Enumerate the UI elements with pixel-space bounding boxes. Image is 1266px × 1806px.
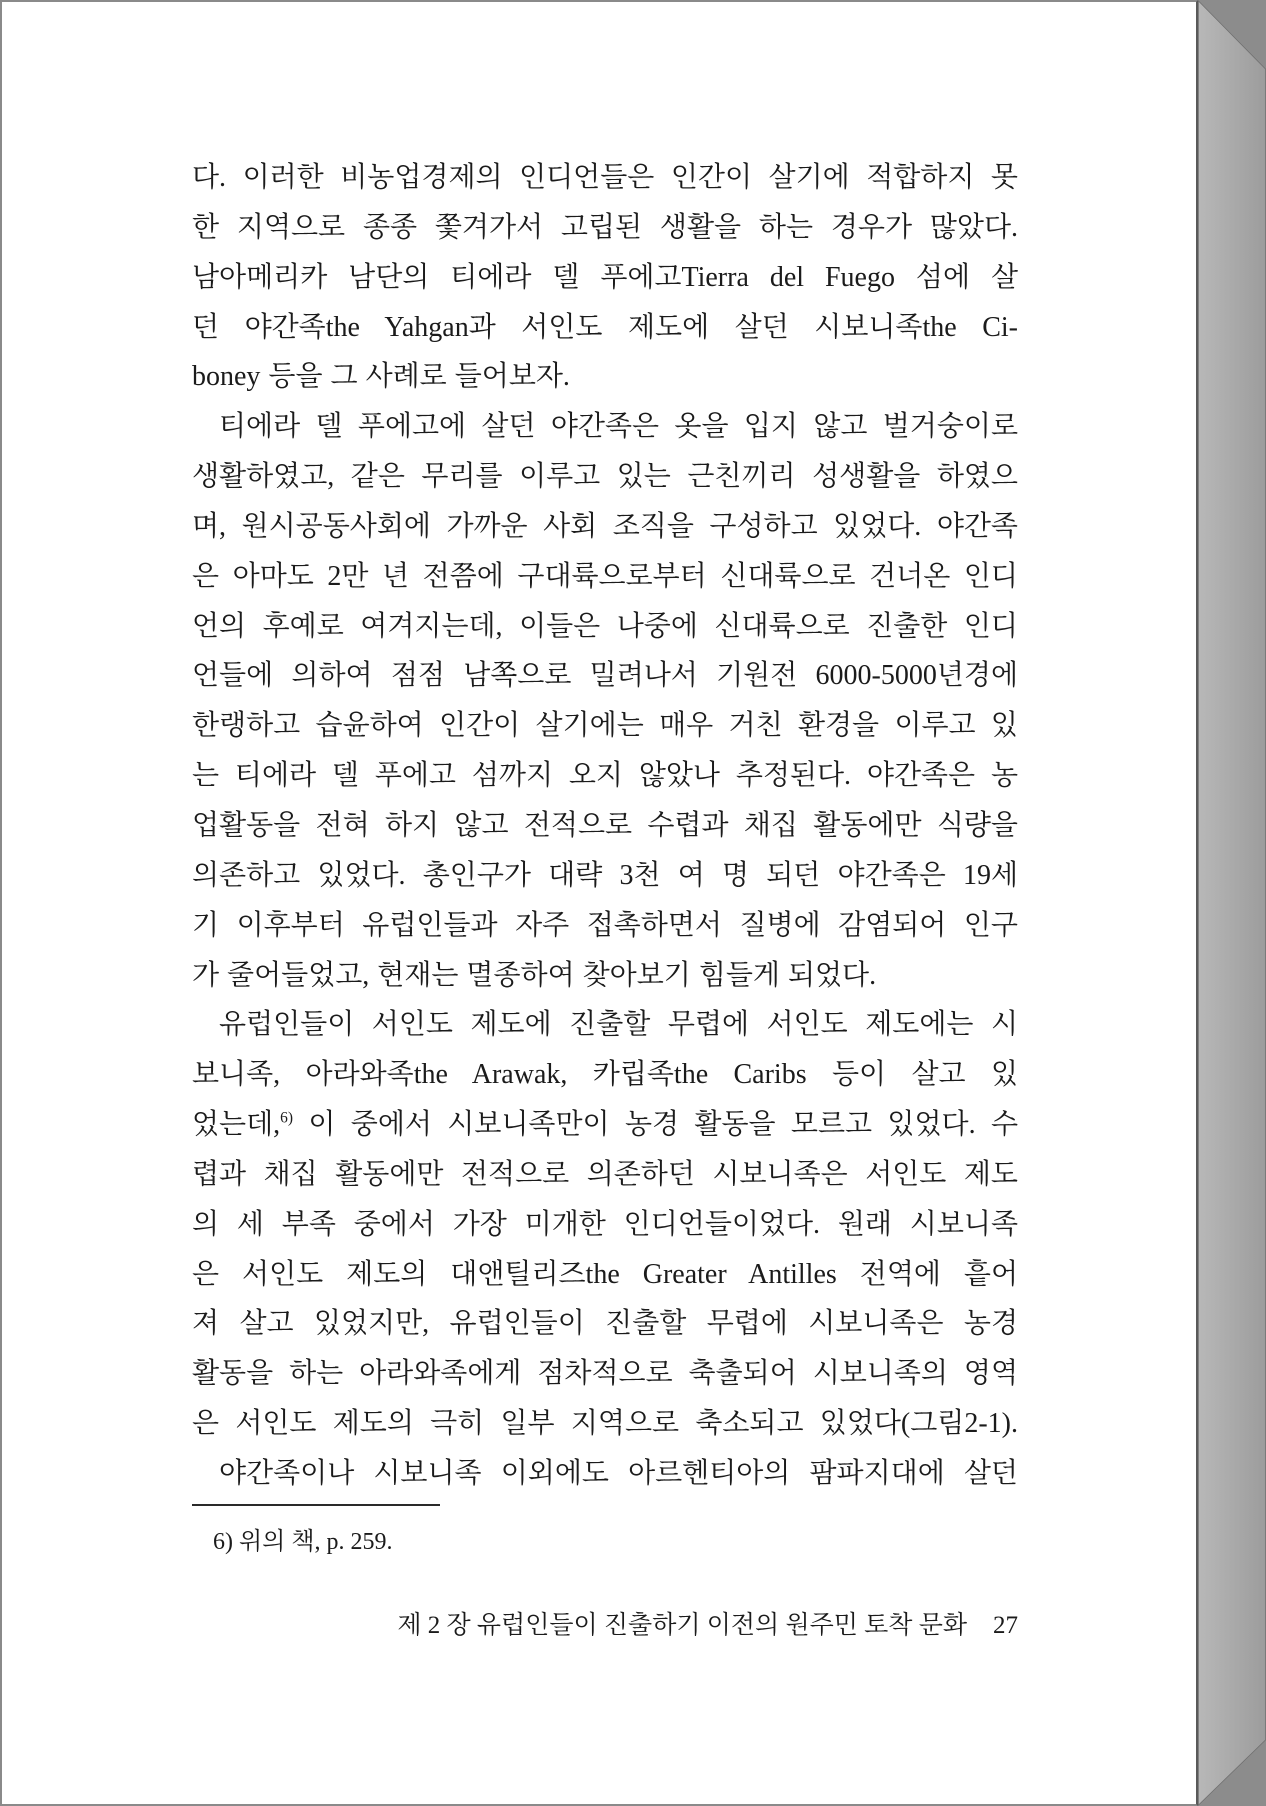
paragraph-first-line: 유럽인들이 서인도 제도에 진출할 무렵에 서인도 제도에는 시 <box>219 1009 1018 1041</box>
body-line: 언들에 의하여 점점 남쪽으로 밀려나서 기원전 6000-5000년경에 <box>192 660 1018 692</box>
body-line: 며, 원시공동사회에 가까운 사회 조직을 구성하고 있었다. 야간족 <box>192 510 1018 542</box>
body-line: 가 줄어들었고, 현재는 멸종하여 찾아보기 힘들게 되었다. <box>192 959 877 991</box>
body-line: 던 야간족the Yahgan과 서인도 제도에 살던 시보니족the Ci- <box>192 311 1018 343</box>
book-edge-side <box>1198 0 1266 1806</box>
body-line: 한랭하고 습윤하여 인간이 살기에는 매우 거친 환경을 이루고 있 <box>192 710 1018 742</box>
body-line: 은 서인도 제도의 대앤틸리즈the Greater Antilles 전역에 흩어 <box>192 1258 1018 1290</box>
body-line: 생활하였고, 같은 무리를 이루고 있는 근친끼리 성생활을 하였으 <box>192 461 1018 493</box>
body-line: boney 등을 그 사례로 들어보자. <box>192 361 570 393</box>
chapter-title: 제 2 장 유럽인들이 진출하기 이전의 원주민 토착 문화 <box>397 1612 967 1639</box>
paragraph-first-line: 야간족이나 시보니족 이외에도 아르헨티아의 팜파지대에 살던 <box>219 1457 1018 1489</box>
body-line: 는 티에라 델 푸에고 섬까지 오지 않았나 추정된다. 야간족은 농 <box>192 760 1018 792</box>
body-text <box>192 153 1018 1499</box>
body-line: 렵과 채집 활동에만 전적으로 의존하던 시보니족은 서인도 제도 <box>192 1158 1018 1190</box>
page-number: 27 <box>993 1612 1018 1639</box>
line-text-before-ref: 었는데, <box>192 1109 281 1141</box>
body-line: 은 아마도 2만 년 전쯤에 구대륙으로부터 신대륙으로 건너온 인디 <box>192 560 1018 592</box>
footnote-separator <box>192 1504 440 1506</box>
body-line-with-footnote-ref <box>192 1100 1018 1150</box>
body-line: 다. 이러한 비농업경제의 인디언들은 인간이 살기에 적합하지 못 <box>192 162 1018 193</box>
line-text-after-ref: 이 중에서 시보니족만이 농경 활동을 모르고 있었다. 수 <box>292 1109 1018 1141</box>
body-line: 업활동을 전혀 하지 않고 전적으로 수렵과 채집 활동에만 식량을 <box>192 809 1018 841</box>
body-line: 한 지역으로 종종 쫓겨가서 고립된 생활을 하는 경우가 많았다. <box>192 211 1018 243</box>
body-line: 은 서인도 제도의 극히 일부 지역으로 축소되고 있었다(그림2-1). <box>192 1408 1018 1440</box>
body-line: 의존하고 있었다. 총인구가 대략 3천 여 명 되던 야간족은 19세 <box>192 859 1018 891</box>
body-line: 보니족, 아라와족the Arawak, 카립족the Caribs 등이 살고 있 <box>192 1059 1018 1091</box>
body-line: 활동을 하는 아라와족에게 점차적으로 축출되어 시보니족의 영역 <box>192 1358 1018 1390</box>
footnote: 6) 위의 책, p. 259. <box>213 1529 393 1555</box>
body-line: 남아메리카 남단의 티에라 델 푸에고Tierra del Fuego 섬에 살 <box>192 261 1018 293</box>
footnote-reference: 6) <box>280 1109 293 1127</box>
body-line: 의 세 부족 중에서 가장 미개한 인디언들이었다. 원래 시보니족 <box>192 1208 1018 1240</box>
body-line: 기 이후부터 유럽인들과 자주 접촉하면서 질병에 감염되어 인구 <box>192 909 1018 941</box>
running-footer <box>192 1610 1018 1642</box>
body-line: 언의 후예로 여겨지는데, 이들은 나중에 신대륙으로 진출한 인디 <box>192 610 1018 642</box>
body-line: 져 살고 있었지만, 유럽인들이 진출할 무렵에 시보니족은 농경 <box>192 1308 1018 1340</box>
paragraph-first-line: 티에라 델 푸에고에 살던 야간족은 옷을 입지 않고 벌거숭이로 <box>219 411 1018 443</box>
